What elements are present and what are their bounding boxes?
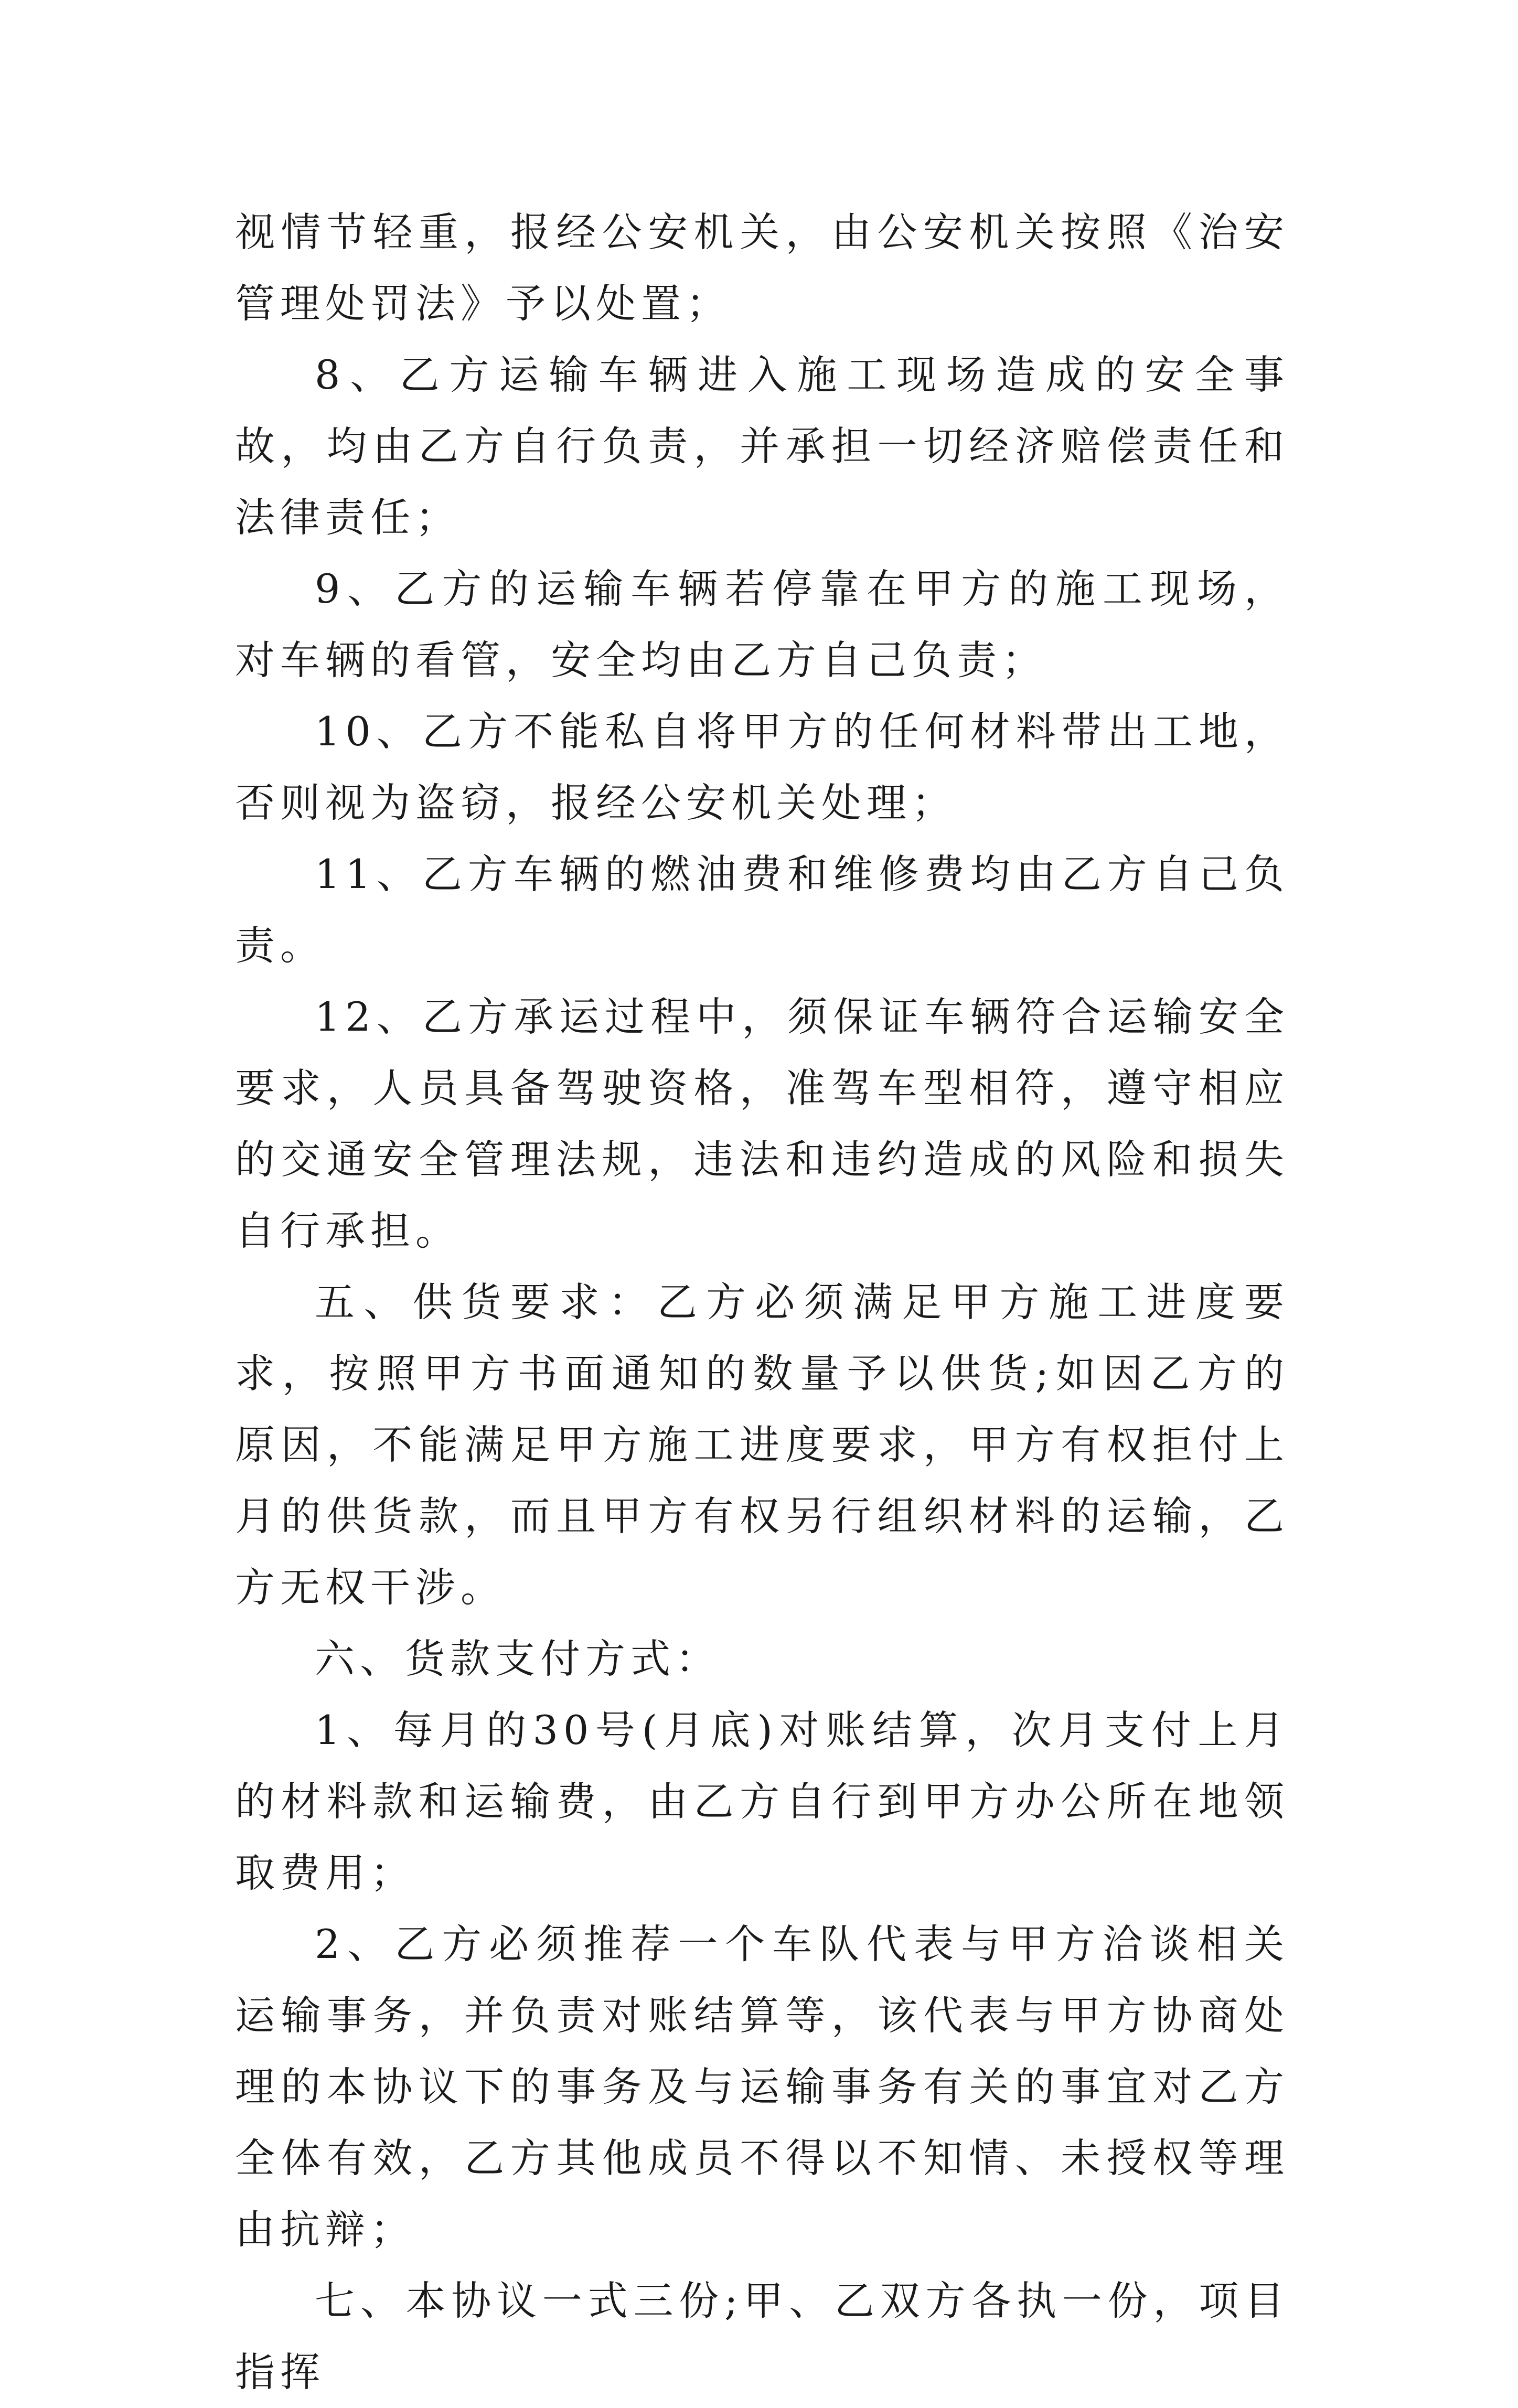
- paragraph-9: 1、每月的30号(月底)对账结算，次月支付上月的材料款和运输费，由乙方自行到甲方办公所在地领取费用；: [235, 1707, 1289, 1896]
- paragraph-3: 9、乙方的运输车辆若停靠在甲方的施工现场，对车辆的看管，安全均由乙方自己负责；: [235, 565, 1289, 683]
- paragraph-1: 视情节轻重，报经公安机关，由公安机关按照《治安管理处罚法》予以处置；: [235, 209, 1289, 327]
- paragraph-11: 七、本协议一式三份;甲、乙双方各执一份，项目指挥: [235, 2277, 1289, 2395]
- paragraph-10: 2、乙方必须推荐一个车队代表与甲方洽谈相关运输事务，并负责对账结算等，该代表与甲方协商处理的本协议下的事务及与运输事务有关的事宜对乙方全体有效，乙方其他成员不得以不知情、未授权等理由抗辩；: [235, 1921, 1289, 2253]
- document-body: [235, 197, 1289, 2408]
- paragraph-7: 五、供货要求：乙方必须满足甲方施工进度要求，按照甲方书面通知的数量予以供货;如因乙方的原因，不能满足甲方施工进度要求，甲方有权拒付上月的供货款，而且甲方有权另行组织材料的运输，乙方无权干涉。: [235, 1279, 1289, 1611]
- paragraph-6: 12、乙方承运过程中，须保证车辆符合运输安全要求，人员具备驾驶资格，准驾车型相符，遵守相应的交通安全管理法规，违法和违约造成的风险和损失自行承担。: [235, 993, 1289, 1254]
- paragraph-5: 11、乙方车辆的燃油费和维修费均由乙方自己负责。: [235, 851, 1289, 969]
- paragraph-4: 10、乙方不能私自将甲方的任何材料带出工地，否则视为盗窃，报经公安机关处理；: [235, 708, 1289, 826]
- paragraph-8: 六、货款支付方式：: [315, 1635, 721, 1682]
- paragraph-2: 8、乙方运输车辆进入施工现场造成的安全事故，均由乙方自行负责，并承担一切经济赔偿责任和法律责任；: [235, 351, 1289, 541]
